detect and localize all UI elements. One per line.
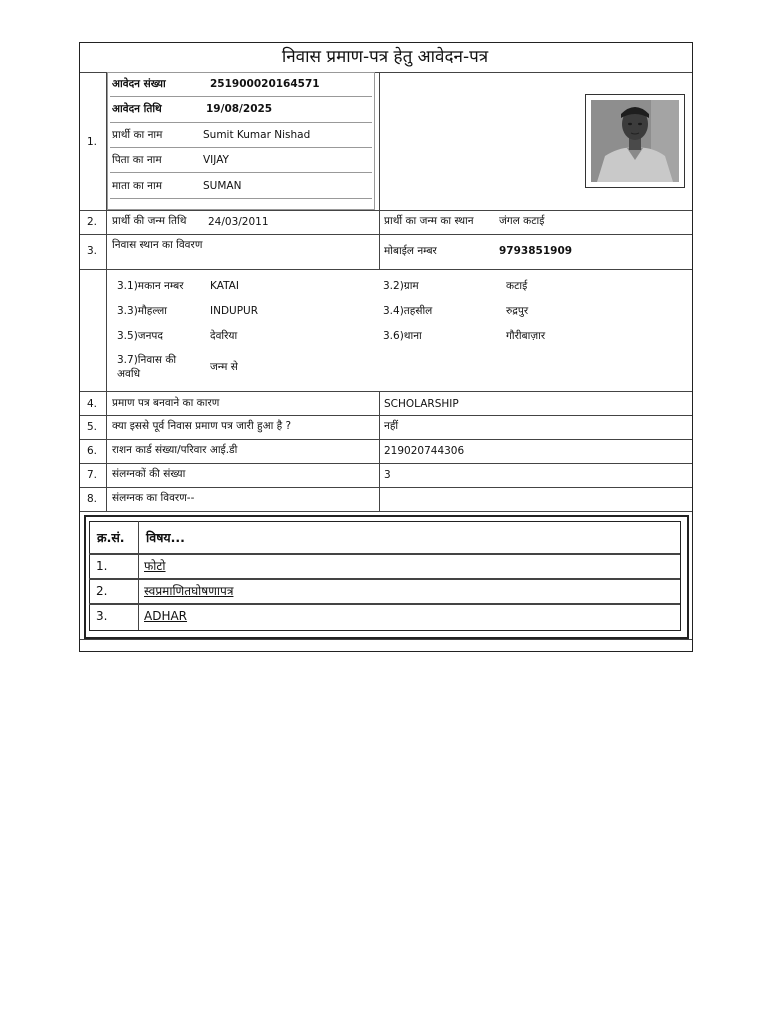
attachment-row-2-serial: 2. <box>96 584 108 598</box>
attachment-link-adhar[interactable]: ADHAR <box>144 609 188 623</box>
attachment-link-photo[interactable]: फोटो <box>144 559 166 573</box>
residence-duration-value: जन्म से <box>210 361 238 373</box>
application-number-label: आवेदन संख्या <box>112 78 166 90</box>
row-number-5: 5. <box>87 421 98 433</box>
attachment-row-3-serial: 3. <box>96 609 108 623</box>
person-photo-icon <box>591 100 679 182</box>
house-number-value: KATAI <box>210 280 239 292</box>
attachment-row-1-serial: 1. <box>96 559 108 573</box>
row-number-1: 1. <box>87 136 98 148</box>
ration-card-label: राशन कार्ड संख्या/परिवार आई.डी <box>112 444 238 456</box>
residence-duration-label-line2: अवधि <box>117 368 141 380</box>
mohalla-label: 3.3)मौहल्ला <box>117 305 167 317</box>
row-number-8: 8. <box>87 493 98 505</box>
reason-label: प्रमाण पत्र बनवाने का कारण <box>112 397 220 409</box>
mohalla-value: INDUPUR <box>210 305 259 317</box>
row-number-3: 3. <box>87 245 98 257</box>
row-number-7: 7. <box>87 469 98 481</box>
tehsil-label: 3.4)तहसील <box>383 305 433 317</box>
dob-value: 24/03/2011 <box>208 216 269 228</box>
birthplace-label: प्रार्थी का जन्म का स्थान <box>384 215 474 227</box>
applicant-name-value: Sumit Kumar Nishad <box>203 129 311 141</box>
attachment-count-label: संलग्नकों की संख्या <box>112 468 186 480</box>
attachments-header-serial: क्र.सं. <box>97 530 125 545</box>
row-number-2: 2. <box>87 216 98 228</box>
district-value: देवरिया <box>210 330 238 342</box>
birthplace-value: जंगल कटाई <box>499 215 545 227</box>
applicant-name-label: प्रार्थी का नाम <box>112 129 163 141</box>
mobile-label: मोबाईल नम्बर <box>384 245 437 257</box>
tehsil-value: रुद्रपुर <box>506 305 529 317</box>
attachment-count-value: 3 <box>384 469 391 481</box>
attachment-details-label: संलग्नक का विवरण-- <box>112 492 195 504</box>
application-number-value: 251900020164571 <box>210 78 320 90</box>
father-name-label: पिता का नाम <box>112 154 162 166</box>
mother-name-label: माता का नाम <box>112 180 162 192</box>
police-station-label: 3.6)थाना <box>383 330 422 342</box>
applicant-photo <box>585 94 685 188</box>
residence-duration-label-line1: 3.7)निवास की <box>117 354 177 366</box>
reason-value: SCHOLARSHIP <box>384 398 459 410</box>
village-value: कटाई <box>506 280 528 292</box>
house-number-label: 3.1)मकान नम्बर <box>117 280 184 292</box>
form-title: निवास प्रमाण-पत्र हेतु आवेदन-पत्र <box>281 47 489 67</box>
police-station-value: गौरीबाज़ार <box>506 330 546 342</box>
district-label: 3.5)जनपद <box>117 330 163 342</box>
previous-certificate-label: क्या इससे पूर्व निवास प्रमाण पत्र जारी हुआ है ? <box>112 420 292 432</box>
application-date-label: आवेदन तिथि <box>112 103 162 115</box>
village-label: 3.2)ग्राम <box>383 280 419 292</box>
father-name-value: VIJAY <box>203 154 229 166</box>
application-date-value: 19/08/2025 <box>206 103 273 115</box>
previous-certificate-value: नहीं <box>384 420 399 432</box>
row-number-6: 6. <box>87 445 98 457</box>
residence-details-label: निवास स्थान का विवरण <box>112 239 203 251</box>
attachment-link-self-declaration[interactable]: स्वप्रमाणितघोषणापत्र <box>144 584 234 598</box>
attachments-header-subject: विषय... <box>146 530 185 545</box>
row-number-4: 4. <box>87 398 98 410</box>
ration-card-value: 219020744306 <box>384 445 465 457</box>
mobile-value: 9793851909 <box>499 245 573 257</box>
dob-label: प्रार्थी की जन्म तिथि <box>112 215 187 227</box>
mother-name-value: SUMAN <box>203 180 242 192</box>
